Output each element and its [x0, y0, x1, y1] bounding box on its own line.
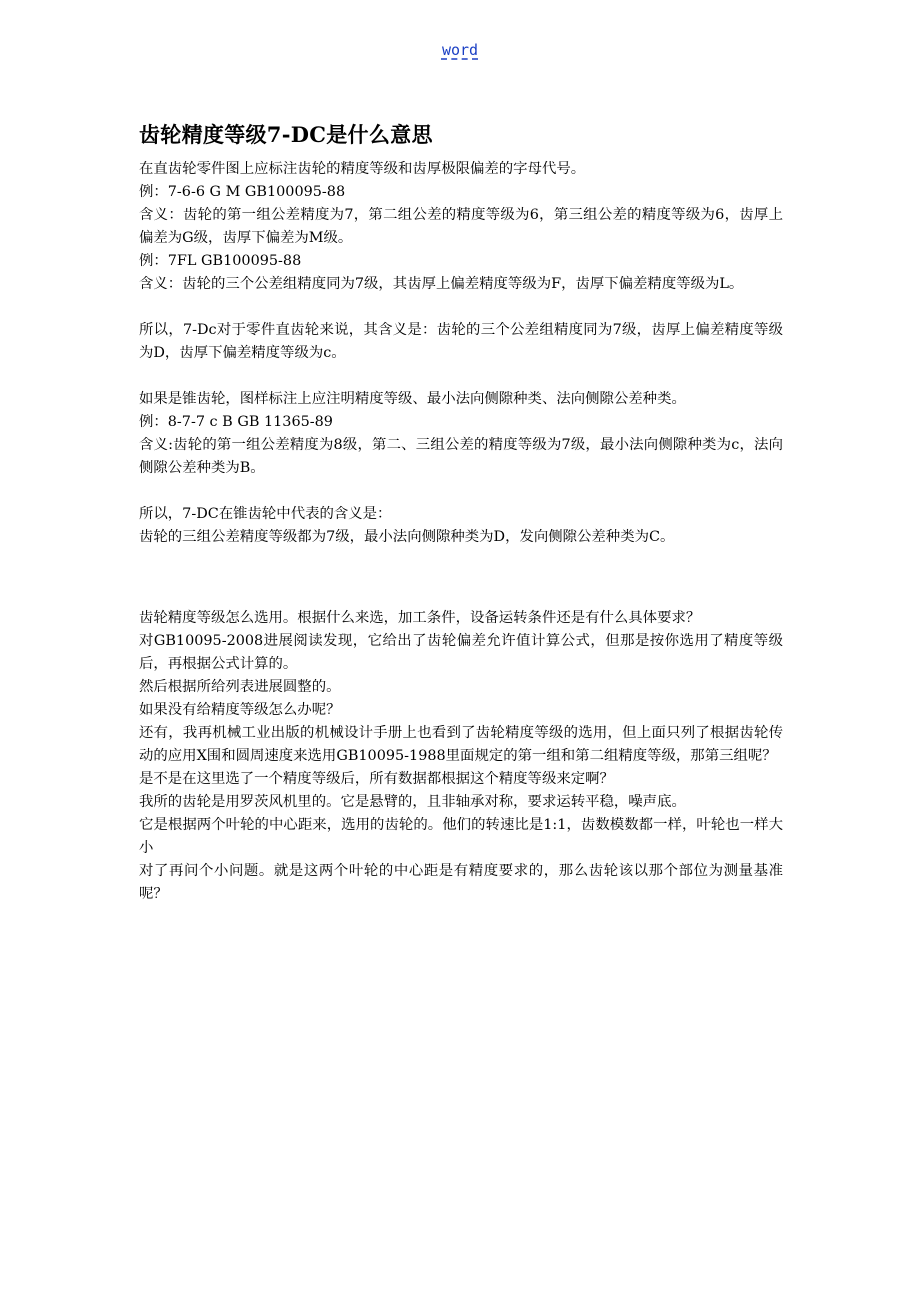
paragraph: 齿轮的三组公差精度等级都为7级，最小法向侧隙种类为D，发向侧隙公差种类为C。	[139, 529, 675, 545]
spacer	[139, 549, 783, 607]
spacer	[139, 480, 783, 503]
section-spur-gear-conclusion	[139, 319, 783, 365]
example-line: 例：7FL GB100095-88	[139, 253, 302, 269]
paragraph: 它是根据两个叶轮的中心距来，选用的齿轮的。他们的转速比是1:1，齿数模数都一样，叶轮也一样大小	[139, 817, 783, 856]
paragraph: 所以，7-DC在锥齿轮中代表的含义是：	[139, 506, 392, 522]
example-line: 例：8-7-7 c B GB 11365-89	[139, 414, 333, 430]
section-question	[139, 607, 783, 906]
section-bevel-gear-conclusion	[139, 503, 783, 549]
paragraph: 还有，我再机械工业出版的机械设计手册上也看到了齿轮精度等级的选用，但上面只列了根据齿轮传动的应用X围和圆周速度来选用GB10095-1988里面规定的第一组和第二组精度等级，那第三组呢？	[139, 725, 783, 764]
paragraph: 对了再问个小问题。就是这两个叶轮的中心距是有精度要求的，那么齿轮该以那个部位为测量基准呢？	[139, 863, 783, 902]
paragraph: 在直齿轮零件图上应标注齿轮的精度等级和齿厚极限偏差的字母代号。	[139, 161, 586, 177]
section-bevel-gear	[139, 388, 783, 480]
section-spur-gear	[139, 158, 783, 296]
paragraph: 是不是在这里选了一个精度等级后，所有数据都根据这个精度等级来定啊？	[139, 771, 614, 787]
paragraph: 然后根据所给列表进展圆整的。	[139, 679, 341, 695]
spacer	[139, 296, 783, 319]
paragraph: 我所的齿轮是用罗茨风机里的。它是悬臂的，且非轴承对称，要求运转平稳，噪声底。	[139, 794, 686, 810]
paragraph: 所以，7-Dc对于零件直齿轮来说，其含义是：齿轮的三个公差组精度同为7级，齿厚上偏差精度等级为D，齿厚下偏差精度等级为c。	[139, 322, 783, 361]
paragraph: 如果是锥齿轮，图样标注上应注明精度等级、最小法向侧隙种类、法向侧隙公差种类。	[139, 391, 686, 407]
paragraph: 含义：齿轮的第一组公差精度为7，第二组公差的精度等级为6，第三组公差的精度等级为6，齿厚上偏差为G级，齿厚下偏差为M级。	[139, 207, 783, 246]
paragraph: 齿轮精度等级怎么选用。根据什么来选，加工条件，设备运转条件还是有什么具体要求？	[139, 610, 701, 626]
document-title: 齿轮精度等级7-DC是什么意思	[139, 122, 433, 147]
example-line: 例：7-6-6 G M GB100095-88	[139, 184, 346, 200]
header-word-link[interactable]: word	[441, 41, 479, 59]
spacer	[139, 365, 783, 388]
paragraph: 如果没有给精度等级怎么办呢？	[139, 702, 341, 718]
paragraph: 含义:齿轮的第一组公差精度为8级，第二、三组公差的精度等级为7级，最小法向侧隙种类为c，法向侧隙公差种类为B。	[139, 437, 783, 476]
document-body	[139, 120, 783, 906]
paragraph: 对GB10095-2008进展阅读发现，它给出了齿轮偏差允许值计算公式，但那是按你选用了精度等级后，再根据公式计算的。	[139, 633, 783, 672]
paragraph: 含义：齿轮的三个公差组精度同为7级，其齿厚上偏差精度等级为F，齿厚下偏差精度等级为L。	[139, 276, 744, 292]
